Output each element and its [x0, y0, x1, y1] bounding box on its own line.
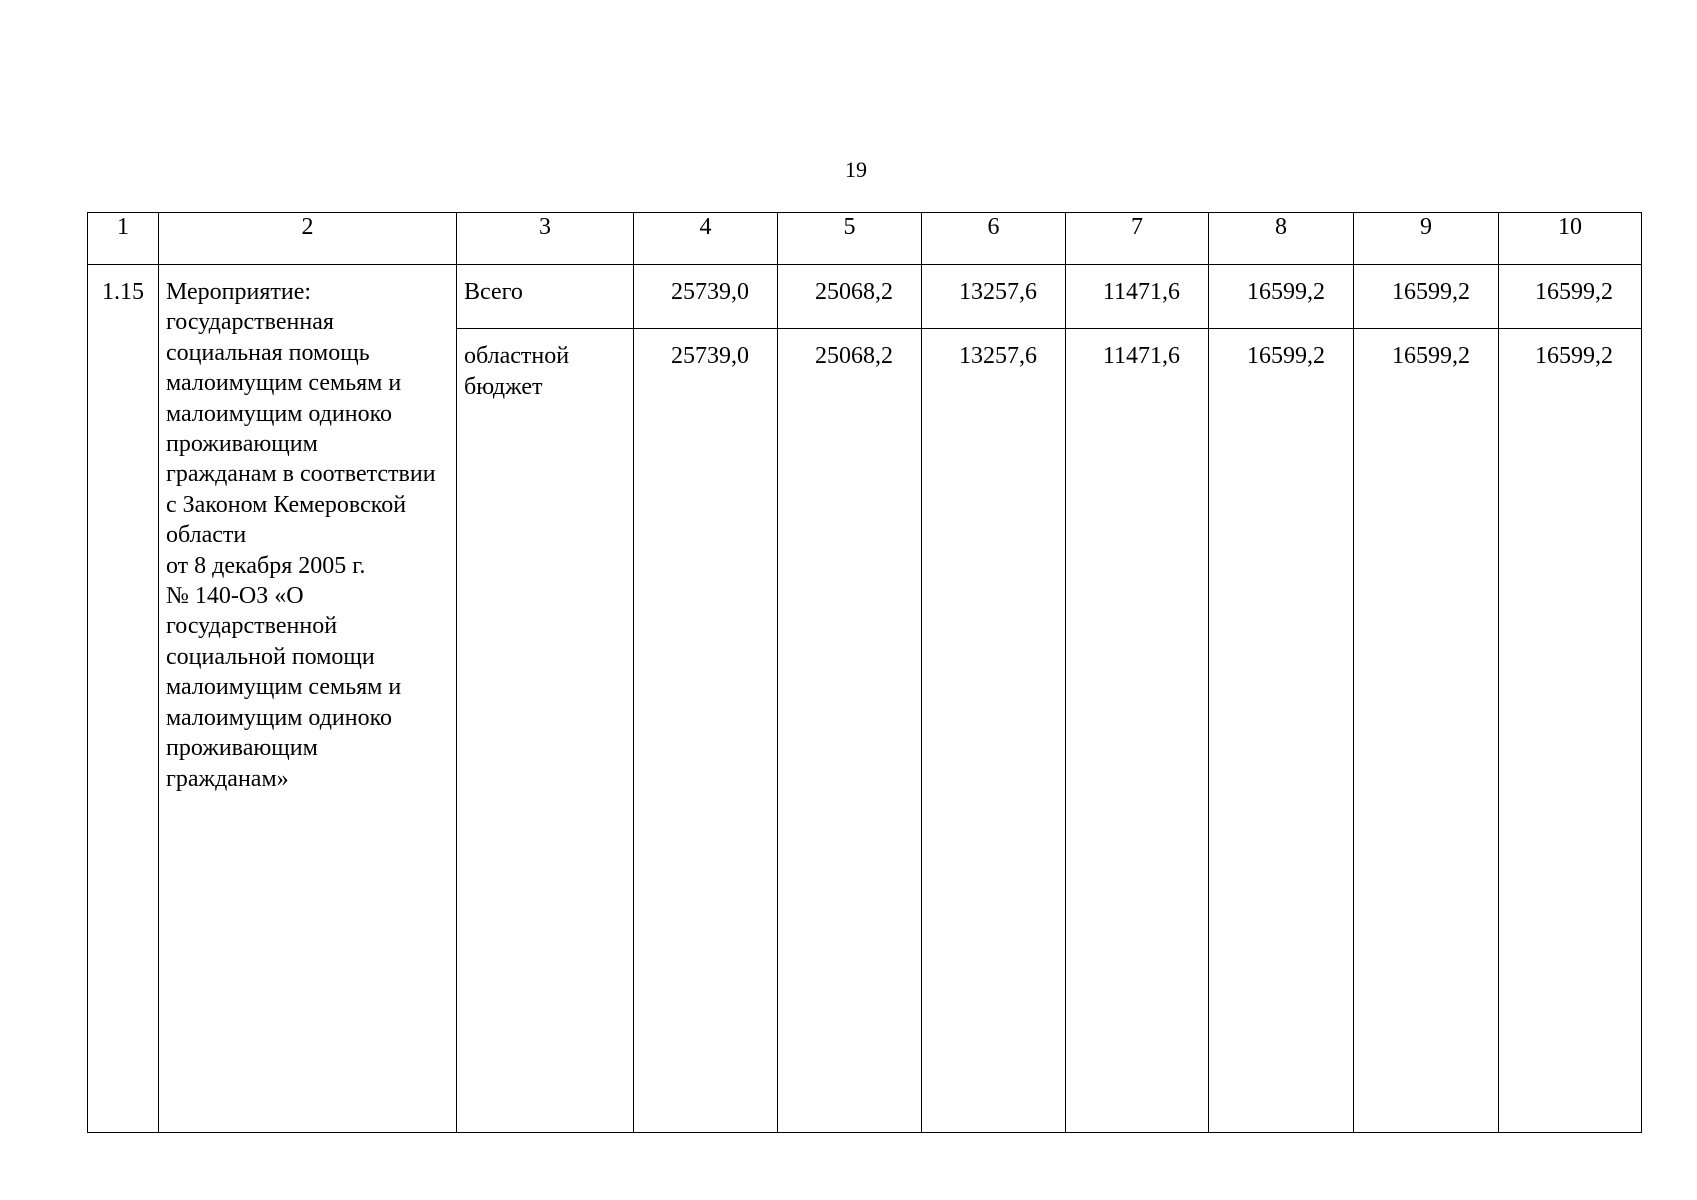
value-cell: 16599,2	[1354, 329, 1499, 1133]
value-cell: 25068,2	[778, 329, 922, 1133]
header-cell: 4	[634, 213, 778, 265]
value-cell: 16599,2	[1499, 329, 1642, 1133]
description-line: государственная	[166, 309, 334, 336]
description-line: малоимущим одиноко	[166, 400, 393, 427]
value-cell: 25739,0	[634, 329, 778, 1133]
value-cell: 16599,2	[1209, 329, 1354, 1133]
funding-source-line: областной	[464, 343, 570, 369]
header-cell: 2	[159, 213, 457, 265]
header-cell: 5	[778, 213, 922, 265]
header-cell: 3	[457, 213, 634, 265]
description-line: гражданам в соответствии	[166, 461, 436, 488]
description-line: гражданам»	[166, 765, 289, 792]
header-cell: 10	[1499, 213, 1642, 265]
value-cell: 16599,2	[1499, 265, 1642, 329]
description-line: области	[166, 522, 247, 549]
header-cell: 9	[1354, 213, 1499, 265]
value-cell: 16599,2	[1354, 265, 1499, 329]
description-line: с Законом Кемеровской	[166, 491, 407, 518]
budget-table	[87, 212, 1642, 1133]
value-cell: 16599,2	[1209, 265, 1354, 329]
funding-source-regional	[457, 329, 634, 1133]
funding-source-line: бюджет	[464, 373, 543, 400]
value-cell: 25068,2	[778, 265, 922, 329]
value-cell: 11471,6	[1066, 265, 1209, 329]
item-description	[159, 265, 457, 1133]
description-line: Мероприятие:	[166, 279, 312, 305]
header-cell: 1	[88, 213, 159, 265]
table-header-row	[88, 213, 1642, 265]
header-cell: 8	[1209, 213, 1354, 265]
header-cell: 6	[922, 213, 1066, 265]
table-row	[88, 265, 1642, 329]
value-cell: 13257,6	[922, 329, 1066, 1133]
description-line: № 140-ОЗ «О	[166, 583, 304, 610]
description-line: малоимущим семьям и	[166, 370, 402, 397]
description-line: государственной	[166, 613, 338, 640]
header-cell: 7	[1066, 213, 1209, 265]
page-number: 19	[845, 157, 867, 182]
value-cell: 25739,0	[634, 265, 778, 329]
description-line: социальной помощи	[166, 643, 375, 670]
funding-source-line: Всего	[464, 279, 523, 305]
item-number: 1.15	[88, 265, 159, 1133]
description-line: малоимущим одиноко	[166, 704, 393, 731]
funding-source-total	[457, 265, 634, 329]
description-line: от 8 декабря 2005 г.	[166, 552, 366, 579]
description-line: проживающим	[166, 431, 318, 458]
description-line: проживающим	[166, 735, 318, 762]
value-cell: 13257,6	[922, 265, 1066, 329]
value-cell: 11471,6	[1066, 329, 1209, 1133]
description-line: малоимущим семьям и	[166, 674, 402, 701]
description-line: социальная помощь	[166, 339, 370, 366]
